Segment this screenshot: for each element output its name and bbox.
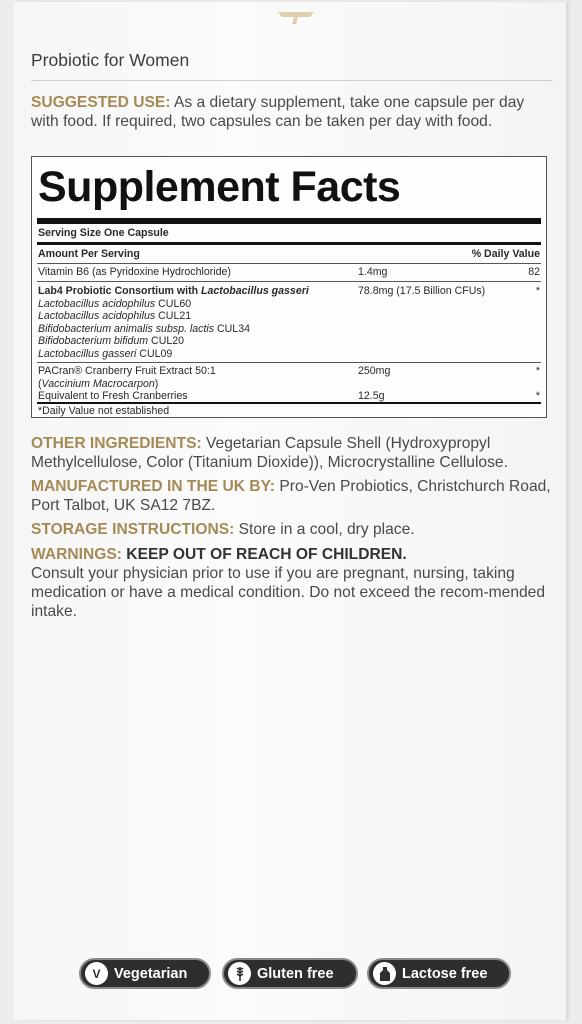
row-divider xyxy=(37,263,541,264)
milk-bottle-icon xyxy=(373,962,396,985)
manufactured-by xyxy=(31,477,555,515)
brand-logo-icon xyxy=(276,8,316,26)
pacran-row xyxy=(38,365,540,403)
storage-label: STORAGE INSTRUCTIONS: xyxy=(31,521,235,538)
strain-item: Lactobacillus acidophilus CUL21 xyxy=(38,310,192,322)
strain-item: Bifidobacterium animalis subsp. lactis CUL34 xyxy=(38,322,250,335)
pacran-dv: * xyxy=(535,365,540,377)
manufactured-text: Pro-Ven Probiotics, Christchurch Road, Port Talbot, UK SA12 7BZ. xyxy=(31,478,551,514)
other-ingredients-label: OTHER INGREDIENTS: xyxy=(31,435,202,452)
pacran-equiv-dv: * xyxy=(535,390,540,402)
consortium-name: Lab4 Probiotic Consortium with xyxy=(38,285,202,297)
storage-instructions xyxy=(31,520,555,539)
badge-vegetarian xyxy=(79,958,211,989)
serving-size: Serving Size One Capsule xyxy=(38,227,169,239)
pacran-latin: (Vaccinium Macrocarpon) xyxy=(38,377,159,390)
facts-title: Supplement Facts xyxy=(38,163,401,211)
bottom-rule xyxy=(37,402,541,404)
strain-item: Bifidobacterium bifidum CUL20 xyxy=(38,335,185,347)
strain-item: Lactobacillus acidophilus CUL60 xyxy=(38,297,192,310)
pacran-equiv-amount: 12.5g xyxy=(358,390,385,402)
consortium-amount: 78.8mg (17.5 Billion CFUs) xyxy=(358,285,486,297)
warnings-label: WARNINGS: xyxy=(31,546,122,563)
manufactured-label: MANUFACTURED IN THE UK BY: xyxy=(31,478,276,495)
vitamin-b6-name: Vitamin B6 (as Pyridoxine Hydrochloride) xyxy=(38,266,231,278)
wheat-icon xyxy=(228,962,251,985)
strain-item: Lactobacillus gasseri CUL09 xyxy=(38,347,173,360)
pacran-amount: 250mg xyxy=(358,365,391,377)
other-ingredients-text: Vegetarian Capsule Shell (Hydroxypropyl Methylcellulose, Color (Titanium Dioxide)), Microcrystalline Cellulose. xyxy=(31,435,508,471)
consortium-name-italic: Lactobacillus gasseri xyxy=(201,285,309,297)
vitamin-b6-amount: 1.4mg xyxy=(358,266,388,278)
storage-text: Store in a cool, dry place. xyxy=(234,521,415,538)
consortium-dv: * xyxy=(535,285,540,297)
badge-label: Vegetarian xyxy=(114,965,188,982)
supplement-facts-panel xyxy=(31,156,547,418)
pacran-name: PACran® Cranberry Fruit Extract 50:1 xyxy=(38,365,216,377)
warnings-bold-text: KEEP OUT OF REACH OF CHILDREN. xyxy=(121,546,407,563)
suggested-use-text: As a dietary supplement, take one capsule per day with food. If required, two capsules can be taken per day with food. xyxy=(31,94,525,130)
suggested-use-label: SUGGESTED USE: xyxy=(31,94,171,111)
medium-rule xyxy=(37,242,541,245)
badge-gluten-free xyxy=(222,958,358,989)
thick-rule xyxy=(37,218,541,224)
other-ingredients xyxy=(31,434,555,472)
vitamin-b6-dv: 82 xyxy=(528,266,540,278)
facts-footnote: *Daily Value not established xyxy=(38,405,170,417)
consortium-row xyxy=(38,285,540,360)
divider xyxy=(31,80,553,81)
warnings-text: Consult your physician prior to use if you are pregnant, nursing, taking medication or have a medical condition. Do not exceed the recom-mended intake. xyxy=(31,565,546,620)
product-title: Probiotic for Women xyxy=(31,50,190,70)
row-divider xyxy=(37,281,541,282)
amount-header: Amount Per Serving xyxy=(38,248,140,260)
badge-lactose-free xyxy=(367,958,511,989)
vitamin-b6-row xyxy=(38,266,540,278)
amount-header-row xyxy=(38,248,540,260)
row-divider xyxy=(37,362,541,363)
v-leaf-icon: V xyxy=(85,962,108,985)
dv-header: % Daily Value xyxy=(471,248,540,260)
badge-label: Gluten free xyxy=(257,965,334,982)
badge-label: Lactose free xyxy=(402,965,488,982)
pacran-equiv: Equivalent to Fresh Cranberries xyxy=(38,390,188,402)
suggested-use xyxy=(31,93,555,131)
warnings xyxy=(31,545,555,621)
